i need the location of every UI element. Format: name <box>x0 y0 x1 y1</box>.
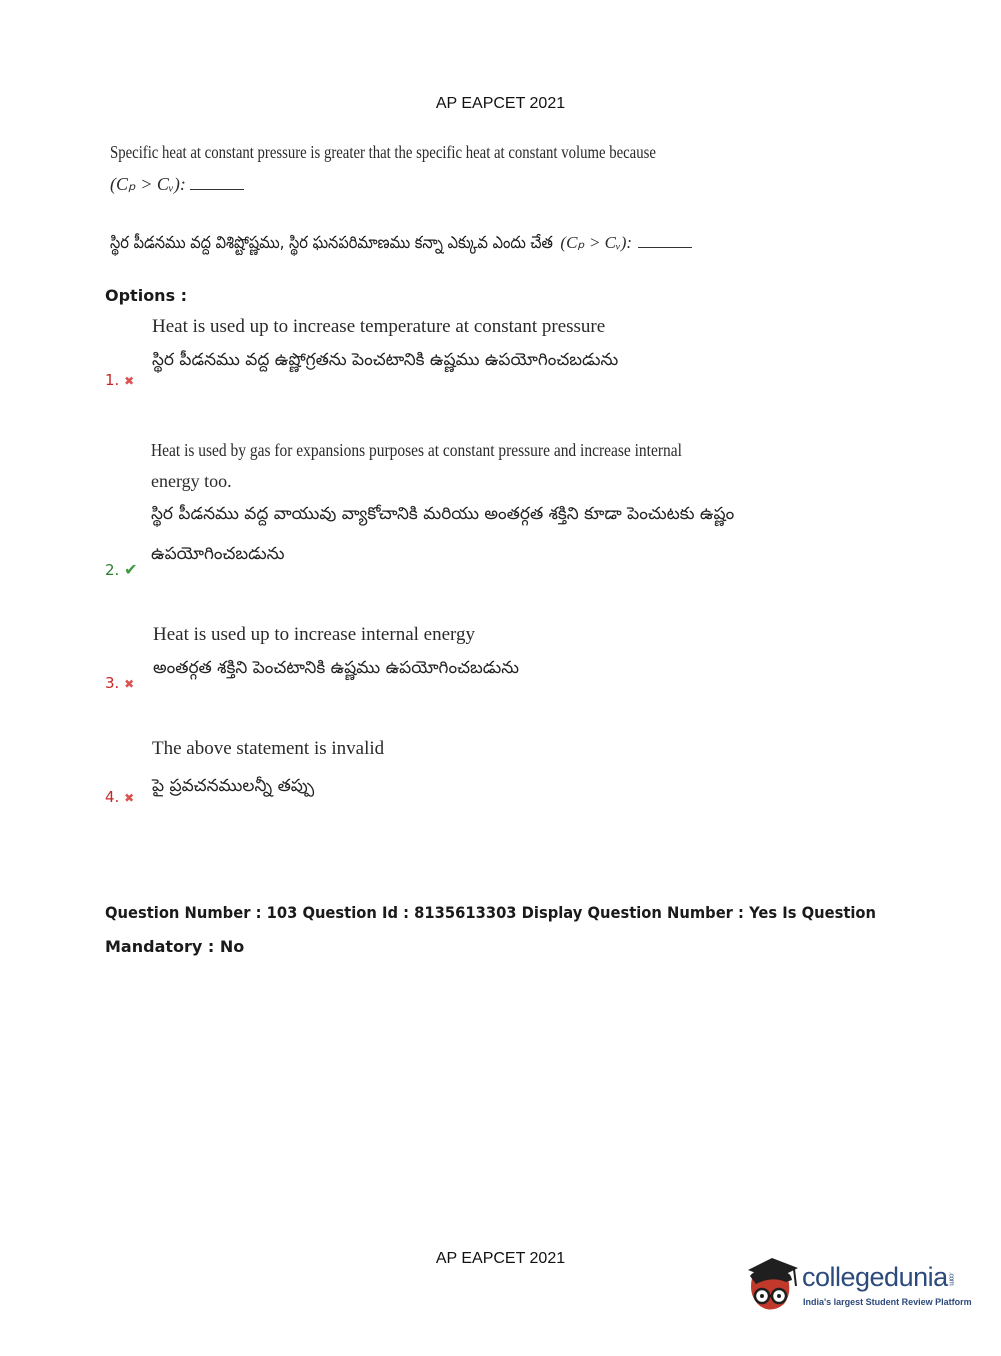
question-telugu-text: స్థిర పీడనము వద్ద విశిష్టోష్ణము, స్థిర ఘనపరిమాణము కన్నా ఎక్కువ ఎందు చేత <box>110 233 553 253</box>
option-3-english: Heat is used up to increase internal energy <box>153 624 476 645</box>
question-text-english <box>110 136 890 200</box>
option-1[interactable] <box>105 316 905 396</box>
option-4[interactable] <box>105 738 905 818</box>
option-4-number-text: 4. <box>105 788 120 806</box>
answer-blank <box>190 175 244 190</box>
page-footer: AP EAPCET 2021 <box>435 1250 566 1267</box>
option-1-number <box>105 371 134 389</box>
option-3-telugu: అంతర్గత శక్తిని పెంచటానికి ఉష్ణము ఉపయోగించబడును <box>153 658 520 678</box>
question-meta <box>105 896 905 964</box>
option-4-english: The above statement is invalid <box>152 738 385 759</box>
brand-tagline: India's largest Student Review Platform <box>803 1297 972 1307</box>
option-4-number <box>105 788 134 806</box>
wrong-mark-icon: ✖ <box>124 791 135 805</box>
option-2-english-line-2: energy too. <box>151 471 232 491</box>
question-meta-line-1: Question Number : 103 Question Id : 8135613303 Display Question Number : Yes Is Question <box>105 903 877 922</box>
option-1-telugu: స్థిర పీడనము వద్ద ఉష్ణోగ్రతను పెంచటానికి ఉష్ణము ఉపయోగించబడును <box>152 350 619 370</box>
question-formula: (Cₚ > Cᵥ): <box>110 174 186 194</box>
options-label: Options : <box>105 286 188 305</box>
collegedunia-logo[interactable] <box>742 1250 972 1320</box>
correct-check-icon: ✔ <box>124 560 138 579</box>
question-meta-line-2: Mandatory : No <box>105 937 245 956</box>
option-3-number-text: 3. <box>105 674 120 692</box>
question-telugu-formula: (Cₚ > Cᵥ): <box>560 233 633 252</box>
option-2-telugu-line-2: ఉపయోగించబడును <box>151 544 285 564</box>
question-line-1: Specific heat at constant pressure is greater that the specific heat at constant volume because <box>110 142 656 162</box>
option-2-number <box>105 560 138 579</box>
answer-blank-telugu <box>638 233 692 248</box>
option-1-number-text: 1. <box>105 371 120 389</box>
option-2-number-text: 2. <box>105 561 120 579</box>
option-3-number <box>105 674 134 692</box>
question-text-telugu <box>110 233 930 257</box>
question-line-2 <box>110 168 890 200</box>
brand-suffix: .com <box>947 1272 955 1286</box>
mascot-icon <box>742 1252 800 1318</box>
option-2[interactable] <box>105 440 905 585</box>
wrong-mark-icon: ✖ <box>124 677 135 691</box>
option-4-telugu: పై ప్రవచనములన్నీ తప్పు <box>152 776 315 796</box>
page-header: AP EAPCET 2021 <box>435 95 566 112</box>
option-3[interactable] <box>105 624 905 704</box>
brand-name <box>802 1262 955 1293</box>
option-2-english-line-1: Heat is used by gas for expansions purposes at constant pressure and increase internal <box>151 440 682 460</box>
option-2-telugu-line-1: స్థిర పీడనము వద్ద వాయువు వ్యాకోచానికి మరియు అంతర్గత శక్తిని కూడా పెంచుటకు ఉష్ణం <box>151 504 735 524</box>
wrong-mark-icon: ✖ <box>124 374 135 388</box>
brand-name-text: collegedunia <box>802 1262 948 1292</box>
option-1-english: Heat is used up to increase temperature at constant pressure <box>152 316 606 337</box>
